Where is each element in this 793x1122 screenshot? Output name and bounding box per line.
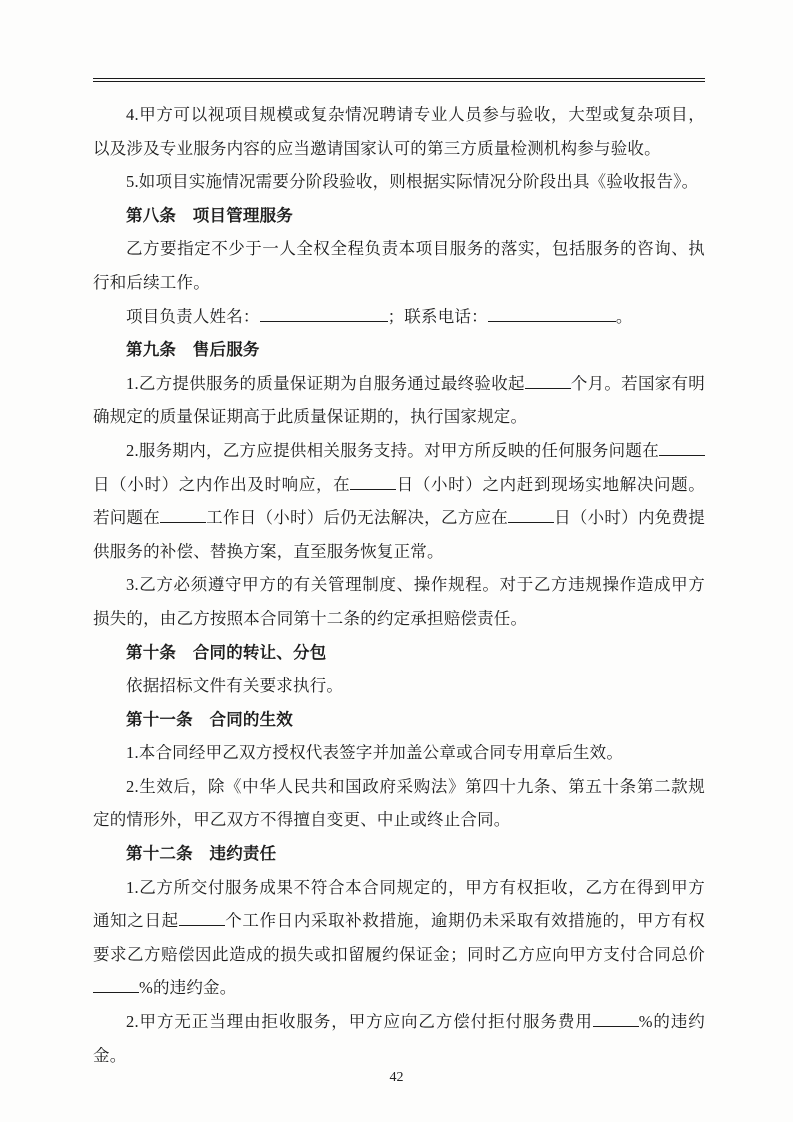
section-heading: 第十二条 违约责任: [126, 844, 277, 864]
fill-in-blank: [260, 306, 388, 322]
fill-in-blank: [488, 306, 616, 322]
paragraph: 乙方要指定不少于一人全权全程负责本项目服务的落实，包括服务的咨询、执行和后续工作。: [93, 239, 705, 292]
paragraph: 1.本合同经甲乙双方授权代表签字并加盖公章或合同专用章后生效。: [126, 743, 624, 763]
fill-in-blank: [593, 1011, 639, 1027]
paragraph: 2.服务期内，乙方应提供相关服务支持。对甲方所反映的任何服务问题在日（小时）之内作出及时响应，在 日（小时）之内赶到现场实地解决问题。若问题在 工作日（小时）后仍无法解决，乙方应在 日（小时）内免费提供服务的补偿、替换方案，直至服务恢复正常。: [93, 440, 706, 561]
fill-in-blank: [508, 507, 554, 523]
paragraph: 4.甲方可以视项目规模或复杂情况聘请专业人员参与验收，大型或复杂项目，以及涉及专业服务内容的应当邀请国家认可的第三方质量检测机构参与验收。: [93, 105, 705, 158]
fill-in-blank: [659, 440, 705, 456]
page-number: 42: [389, 1070, 404, 1085]
paragraph: 5.如项目实施情况需要分阶段验收，则根据实际情况分阶段出具《验收报告》。: [126, 172, 699, 192]
paragraph: 1.乙方所交付服务成果不符合本合同规定的，甲方有权拒收，乙方在得到甲方通知之日起 个工作日内采取补救措施，逾期仍未采取有效措施的，甲方有权要求乙方赔偿因此造成的损失或扣留履约保证金；同时乙方应向甲方支付合同总价%的违约金。: [93, 877, 706, 998]
paragraph: 依据招标文件有关要求执行。: [126, 676, 344, 696]
paragraph: 1.乙方提供服务的质量保证期为自服务通过最终验收起 个月。若国家有明确规定的质量保证期高于此质量保证期的，执行国家规定。: [93, 373, 705, 427]
fill-in-blank: [93, 977, 139, 993]
section-heading: 第九条 售后服务: [126, 340, 260, 360]
fill-in-blank: [160, 507, 206, 523]
section-heading: 第十一条 合同的生效: [126, 709, 293, 729]
paragraph: 2.生效后，除《中华人民共和国政府采购法》第四十九条、第五十条第二款规定的情形外，甲乙双方不得擅自变更、中止或终止合同。: [93, 776, 705, 830]
fill-in-blank: [525, 373, 571, 389]
paragraph: 项目负责人姓名： ；联系电话： 。: [126, 306, 633, 326]
fill-in-blank: [179, 910, 225, 926]
section-heading: 第八条 项目管理服务: [126, 205, 293, 225]
document-body: [93, 98, 705, 1072]
section-heading: 第十条 合同的转让、分包: [126, 642, 327, 662]
paragraph: 3.乙方必须遵守甲方的有关管理制度、操作规程。对于乙方违规操作造成甲方损失的，由乙方按照本合同第十二条的约定承担赔偿责任。: [93, 575, 705, 628]
header-rule: [93, 78, 705, 82]
paragraph: 2.甲方无正当理由拒收服务，甲方应向乙方偿付拒付服务费用 %的违约金。: [93, 1012, 705, 1065]
fill-in-blank: [350, 474, 396, 490]
